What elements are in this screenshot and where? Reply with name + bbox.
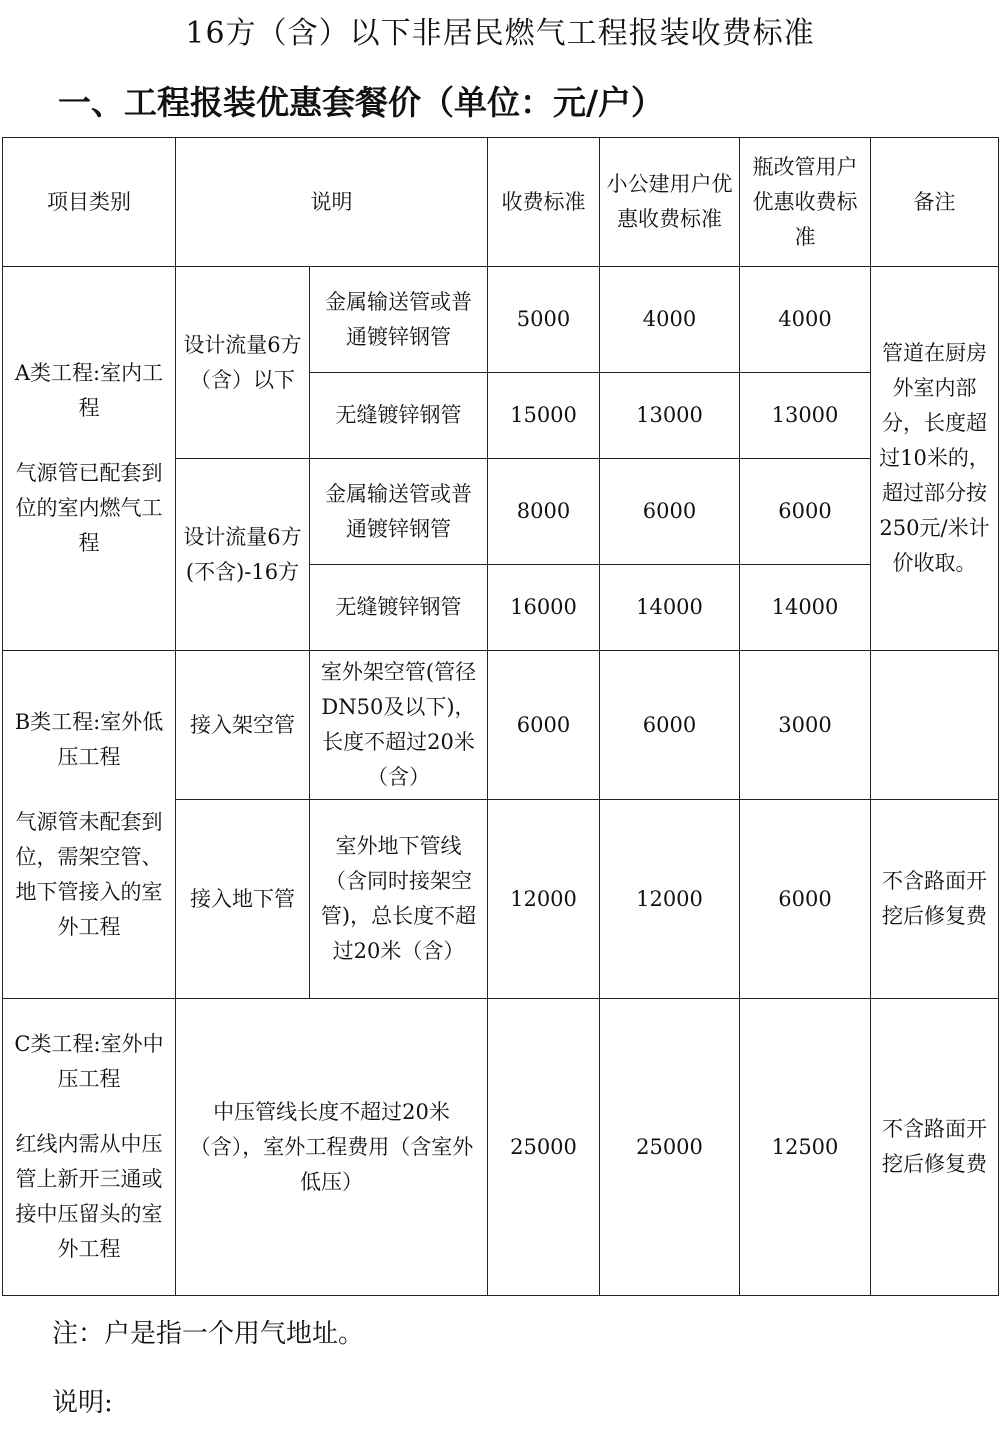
pipe-metal-label: 金属输送管或普通镀锌钢管 [310, 267, 488, 373]
header-standard: 收费标准 [488, 138, 600, 267]
category-c-title: C类工程:室外中压工程 [14, 1032, 164, 1091]
header-row [3, 138, 999, 267]
a2-bottle-change: 13000 [740, 373, 871, 459]
header-bottle-change: 瓶改管用户优惠收费标准 [740, 138, 871, 267]
a3-bottle-change: 6000 [740, 459, 871, 565]
category-b-title: B类工程:室外低压工程 [14, 709, 164, 769]
b2-access-label: 接入地下管 [176, 800, 310, 999]
c-small-public: 25000 [600, 999, 740, 1296]
b2-bottle-change: 6000 [740, 800, 871, 999]
header-description: 说明 [176, 138, 488, 267]
c-remark: 不含路面开挖后修复费 [871, 999, 999, 1296]
header-remark: 备注 [871, 138, 999, 267]
c-standard: 25000 [488, 999, 600, 1296]
c-bottle-change: 12500 [740, 999, 871, 1296]
page-title: 16方（含）以下非居民燃气工程报装收费标准 [185, 16, 815, 51]
a1-small-public: 4000 [600, 267, 740, 373]
category-a-title: A类工程:室内工程 [14, 361, 164, 420]
a2-small-public: 13000 [600, 373, 740, 459]
fee-table [2, 137, 999, 1296]
b2-small-public: 12000 [600, 800, 740, 999]
a1-standard: 5000 [488, 267, 600, 373]
a4-small-public: 14000 [600, 565, 740, 651]
pipe-seamless-label: 无缝镀锌钢管 [310, 373, 488, 459]
table-row [3, 999, 999, 1296]
category-c-desc: 红线内需从中压管上新开三通或接中压留头的室外工程 [15, 1132, 163, 1261]
explanation-label: 说明: [52, 1388, 113, 1418]
a3-small-public: 6000 [600, 459, 740, 565]
b2-standard: 12000 [488, 800, 600, 999]
a-remark: 管道在厨房外室内部分，长度超过10米的，超过部分按250元/米计价收取。 [871, 267, 999, 651]
a4-bottle-change: 14000 [740, 565, 871, 651]
category-a-cell [3, 267, 176, 651]
b2-spec: 室外地下管线（含同时接架空管)，总长度不超过20米（含） [310, 800, 488, 999]
category-a-desc: 气源管已配套到位的室内燃气工程 [15, 461, 163, 555]
flow-16-label: 设计流量6方(不含)-16方 [176, 459, 310, 651]
c-spec: 中压管线长度不超过20米（含），室外工程费用（含室外低压） [176, 999, 488, 1296]
a4-standard: 16000 [488, 565, 600, 651]
a3-standard: 8000 [488, 459, 600, 565]
b1-small-public: 6000 [600, 651, 740, 800]
section-heading: 一、工程报装优惠套餐价（单位：元/户） [58, 83, 665, 122]
b1-standard: 6000 [488, 651, 600, 800]
b1-spec: 室外架空管(管径DN50及以下)，长度不超过20米（含） [310, 651, 488, 800]
table-row [3, 651, 999, 800]
category-b-cell [3, 651, 176, 999]
category-b-desc: 气源管未配套到位，需架空管、地下管接入的室外工程 [15, 809, 163, 939]
header-category: 项目类别 [3, 138, 176, 267]
a2-standard: 15000 [488, 373, 600, 459]
b2-remark: 不含路面开挖后修复费 [871, 800, 999, 999]
b1-bottle-change: 3000 [740, 651, 871, 800]
header-small-public: 小公建用户优惠收费标准 [600, 138, 740, 267]
pipe-seamless-label: 无缝镀锌钢管 [310, 565, 488, 651]
table-row [3, 267, 999, 373]
b1-access-label: 接入架空管 [176, 651, 310, 800]
flow-6-label: 设计流量6方（含）以下 [176, 267, 310, 459]
footnote: 注：户是指一个用气地址。 [52, 1319, 365, 1349]
pipe-metal-label: 金属输送管或普通镀锌钢管 [310, 459, 488, 565]
category-c-cell [3, 999, 176, 1296]
b1-remark [871, 651, 999, 800]
a1-bottle-change: 4000 [740, 267, 871, 373]
